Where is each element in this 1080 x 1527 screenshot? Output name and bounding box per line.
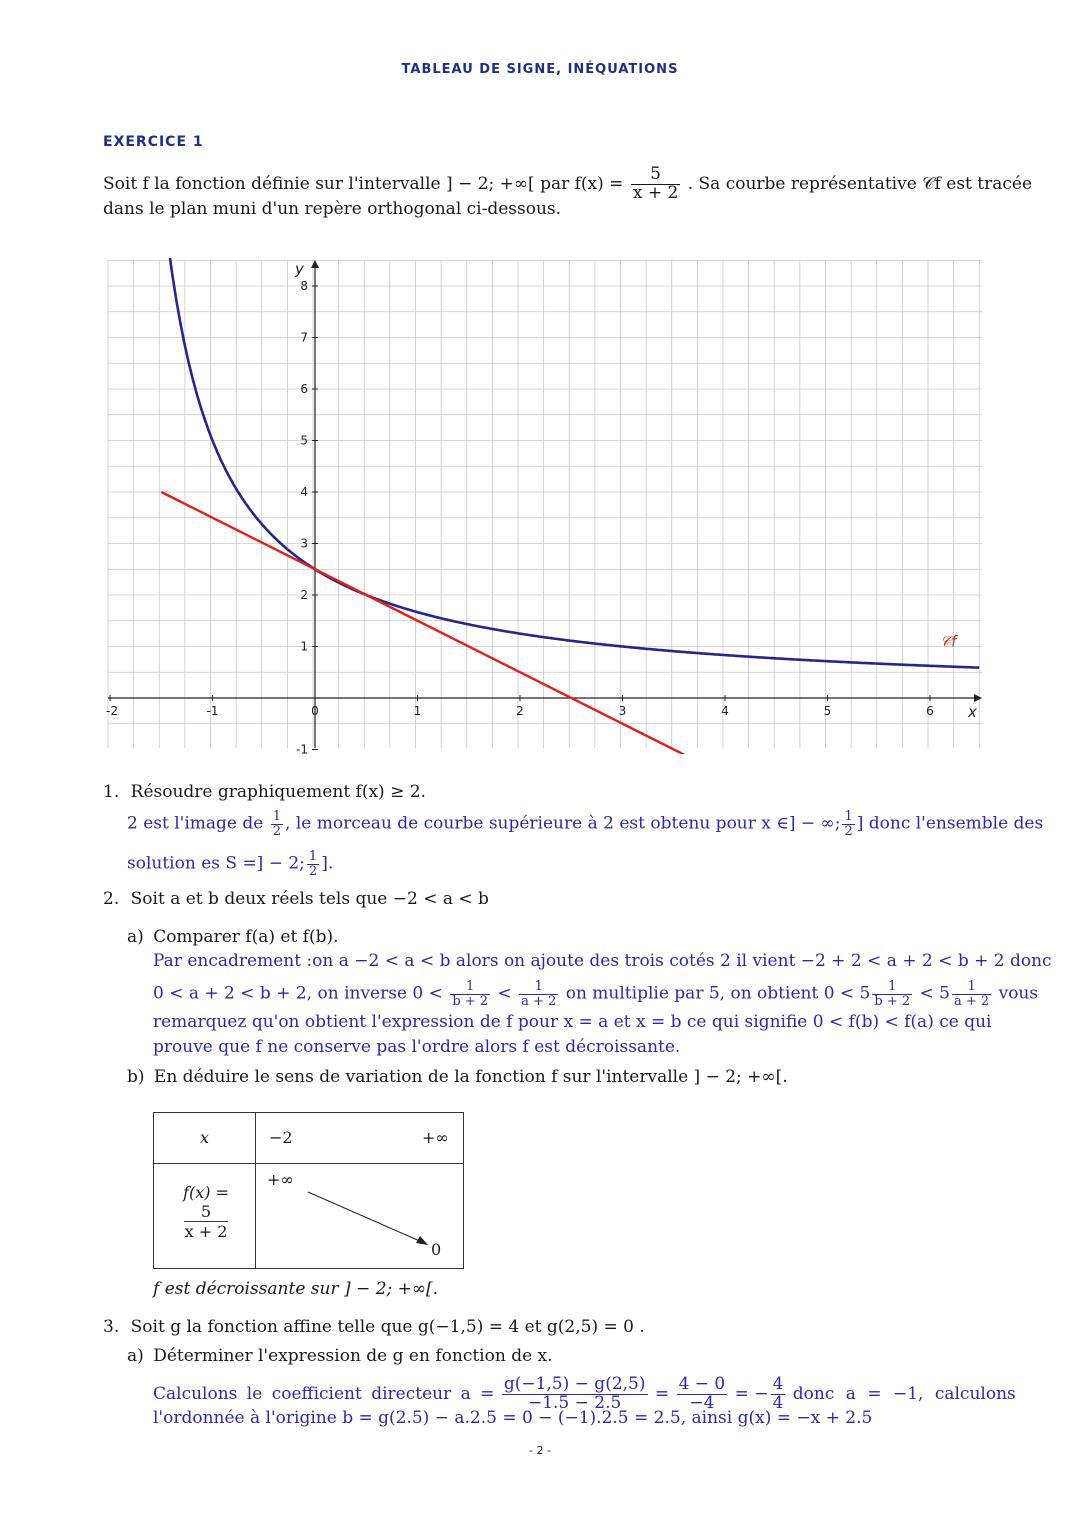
q1-answer-line2-b: ]. <box>321 853 334 874</box>
q2b-text: En déduire le sens de variation de la fonction f sur l'intervalle ] − 2; +∞[. <box>153 1067 788 1087</box>
y-tick-label-2: 2 <box>300 588 308 602</box>
q2a-ans2-d: < 5 <box>919 983 950 1004</box>
q1-answer-a: 2 est l'image de <box>127 813 264 834</box>
q3-frac2-num: 4 − 0 <box>678 1374 726 1394</box>
q2 <box>103 887 489 911</box>
q3-number: 3. <box>103 1317 120 1337</box>
q2b-label: b) <box>127 1067 145 1087</box>
table-f-num: 5 <box>184 1202 228 1222</box>
q1-frac2-den: 2 <box>844 823 853 839</box>
frac-1-over-b2 <box>450 980 490 1008</box>
x-tick-label-1: -1 <box>206 704 219 718</box>
q2a-answer-line2 <box>153 980 1038 1008</box>
table-x-label: x <box>200 1128 210 1147</box>
table-x-end: +∞ <box>422 1128 449 1147</box>
y-tick-label-8: 8 <box>300 279 308 293</box>
q2a-ans2-b: < <box>497 983 512 1004</box>
frac-1-over-b2-2 <box>872 980 912 1008</box>
table-f-label <box>178 1183 234 1241</box>
q1-half-fraction-2 <box>842 810 854 838</box>
q1-answer-line2-a: solution es S =] − 2; <box>127 853 305 874</box>
q2a-answer-line3: remarquez qu'on obtient l'expression de f pour x = a et x = b ce qui signifie 0 < f(b) < f(a) ce qui <box>153 1012 992 1032</box>
q1-frac3-num: 1 <box>308 849 318 864</box>
q3a-answer-line2: l'ordonnée à l'origine b = g(2.5) − a.2.5 = 0 − (−1).2.5 = 2.5, ainsi g(x) = −x + 2.5 <box>153 1408 873 1428</box>
page-header-title: TABLEAU DE SIGNE, INÉQUATIONS <box>401 62 679 77</box>
q2b <box>127 1065 788 1089</box>
q1-frac2-num: 1 <box>844 809 853 824</box>
y-tick-label-5: 5 <box>300 433 308 448</box>
q2a-answer-line4: prouve que f ne conserve pas l'ordre alors f est décroissante. <box>153 1037 681 1057</box>
q3-text: Soit g la fonction affine telle que g(−1,5) = 4 et g(2,5) = 0 . <box>130 1317 645 1337</box>
q3-frac1-den: −1.5 − 2.5 <box>527 1392 622 1413</box>
exercise-intro-line2: dans le plan muni d'un repère orthogonal ci-dessous. <box>103 199 562 219</box>
q3-minus: − <box>754 1383 769 1404</box>
q2a <box>127 925 339 949</box>
x-tick-label-8: 6 <box>926 704 934 718</box>
page-number: - 2 - <box>529 1444 551 1457</box>
y-tick-label-6: 6 <box>300 382 308 396</box>
table-f-end: 0 <box>431 1240 442 1259</box>
q3-ans-a: Calculons le coefficient directeur a = <box>153 1383 495 1404</box>
series-line-0 <box>163 250 979 668</box>
intro-fraction-den: x + 2 <box>632 182 679 203</box>
x-axis-arrow-icon <box>974 694 982 702</box>
y-axis-arrow-icon <box>311 260 319 268</box>
frac-b2-den: b + 2 <box>452 993 489 1009</box>
table-x-start: −2 <box>269 1128 293 1147</box>
x-tick-label-0: -2 <box>106 704 118 718</box>
x-tick-label-5: 3 <box>618 704 627 718</box>
q3-ans-b: donc a = −1, calculons <box>792 1383 1016 1404</box>
frac-a2-den: a + 2 <box>521 993 557 1009</box>
q1-answer-c: ] donc l'ensemble des <box>856 813 1044 834</box>
q3-eq1: = <box>654 1383 670 1404</box>
x-tick-label-3: 1 <box>413 704 422 718</box>
q2a-ans2-e: vous <box>998 983 1039 1004</box>
x-tick-label-2: 0 <box>311 704 319 718</box>
q3-frac1-num: g(−1,5) − g(2,5) <box>503 1374 646 1394</box>
intro-fraction-num: 5 <box>631 166 680 185</box>
table-divider-h <box>154 1163 463 1164</box>
q3a-label: a) <box>127 1346 144 1366</box>
decreasing-arrow-icon <box>304 1188 434 1248</box>
series-line-1 <box>161 492 684 755</box>
q3a-text: Déterminer l'expression de g en fonction de x. <box>153 1346 553 1366</box>
q2a-answer-line1: Par encadrement :on a −2 < a < b alors on ajoute des trois cotés 2 il vient −2 + 2 < a + 2 < b + 2 donc <box>153 951 1052 971</box>
q3-frac2-den: −4 <box>689 1392 715 1413</box>
q3a <box>127 1344 553 1368</box>
q2a-text: Comparer f(a) et f(b). <box>153 927 339 947</box>
table-f-den: x + 2 <box>184 1222 228 1241</box>
q1-frac3-den: 2 <box>308 863 318 879</box>
x-axis-label: x <box>968 703 977 721</box>
table-divider-v <box>255 1113 256 1268</box>
function-graph <box>100 250 990 760</box>
q1-half-fraction-3 <box>307 850 319 878</box>
q2-text: Soit a et b deux réels tels que −2 < a < b <box>130 889 489 909</box>
y-tick-label-1: 1 <box>300 639 308 654</box>
frac-1-over-a2 <box>519 980 558 1008</box>
q1-number: 1. <box>103 782 120 802</box>
intro-text-b: . Sa courbe représentative 𝒞f est tracée <box>687 173 1033 194</box>
x-tick-label-4: 2 <box>516 704 524 718</box>
frac-b2-2-num: 1 <box>872 980 912 995</box>
frac-a2-2-num: 1 <box>952 980 991 995</box>
frac-a2-2-den: a + 2 <box>954 993 990 1009</box>
q3 <box>103 1315 645 1339</box>
frac-b2-num: 1 <box>450 980 490 995</box>
y-tick-label-7: 7 <box>300 330 308 345</box>
q3-frac3-num: 4 <box>772 1374 784 1394</box>
x-tick-label-7: 5 <box>823 704 832 718</box>
q1-frac-num: 1 <box>272 809 282 824</box>
q2-number: 2. <box>103 889 120 909</box>
frac-a2-num: 1 <box>519 980 558 995</box>
q1-answer-line1 <box>127 810 1043 838</box>
q3-eq2: = <box>734 1383 749 1404</box>
y-tick-label-4: 4 <box>300 485 308 499</box>
intro-fraction <box>631 166 680 203</box>
y-axis-label: y <box>295 260 304 278</box>
y-tick-label-0: -1 <box>296 742 308 757</box>
q2-conclusion: f est décroissante sur ] − 2; +∞[. <box>153 1279 439 1299</box>
q1-text: Résoudre graphiquement f(x) ≥ 2. <box>130 782 426 802</box>
q2a-ans2-c: on multiplie par 5, on obtient 0 < 5 <box>565 983 871 1004</box>
frac-b2-2-den: b + 2 <box>874 993 911 1009</box>
variation-table <box>153 1112 464 1269</box>
q1-answer-b: , le morceau de courbe supérieure à 2 est obtenu pour x ∈] − ∞; <box>285 813 841 834</box>
q2a-label: a) <box>127 927 144 947</box>
q1-half-fraction <box>271 810 283 838</box>
table-f-text: f(x) = <box>183 1183 229 1202</box>
q1-frac-den: 2 <box>272 823 282 839</box>
table-f-start: +∞ <box>267 1170 294 1189</box>
frac-1-over-a2-2 <box>952 980 991 1008</box>
curve-label: 𝒞f <box>940 632 957 651</box>
y-tick-label-3: 3 <box>300 536 308 551</box>
intro-text-a: Soit f la fonction définie sur l'intervalle ] − 2; +∞[ par f(x) = <box>103 173 624 194</box>
exercise-title: EXERCICE 1 <box>103 134 204 150</box>
x-tick-label-6: 4 <box>721 704 729 718</box>
q1-answer-line2 <box>127 850 333 878</box>
q1 <box>103 780 426 804</box>
q2a-ans2-a: 0 < a + 2 < b + 2, on inverse 0 < <box>153 983 443 1004</box>
q3-frac3-den: 4 <box>772 1392 784 1413</box>
